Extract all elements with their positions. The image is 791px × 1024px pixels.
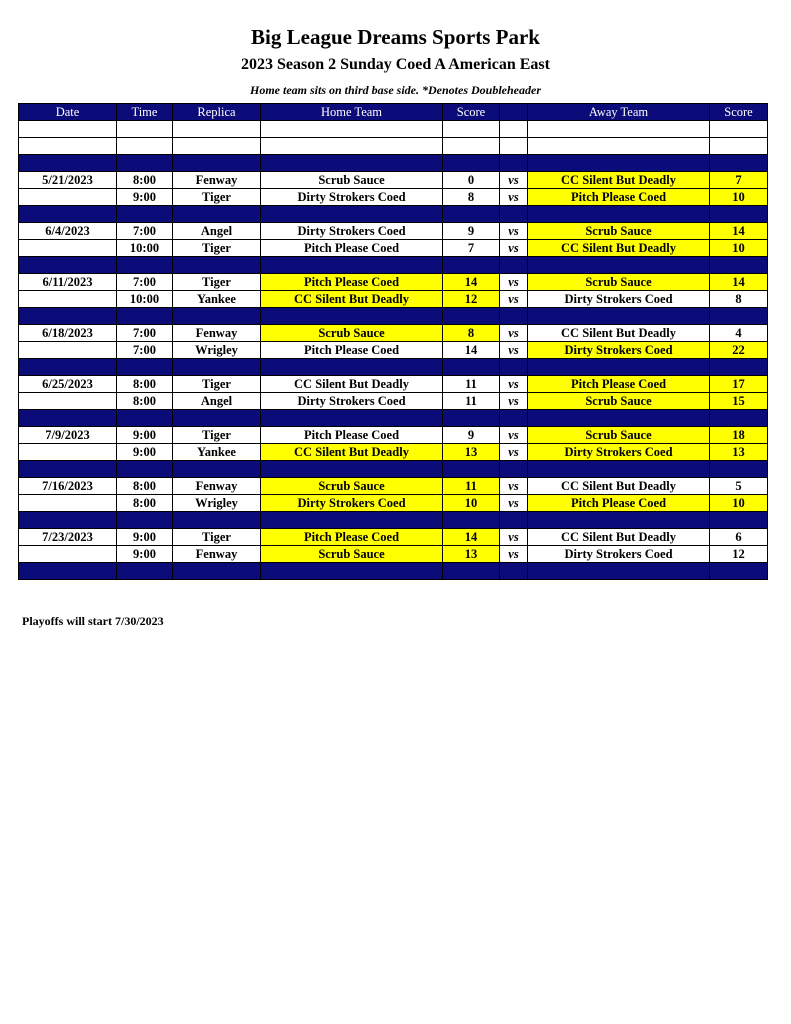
away-team: CC Silent But Deadly bbox=[528, 172, 710, 189]
away-score: 10 bbox=[710, 495, 768, 512]
away-team: Dirty Strokers Coed bbox=[528, 444, 710, 461]
game-field: Tiger bbox=[173, 274, 261, 291]
away-team: Dirty Strokers Coed bbox=[528, 291, 710, 308]
game-date-blank bbox=[19, 444, 117, 461]
home-score: 14 bbox=[443, 342, 500, 359]
away-score: 10 bbox=[710, 240, 768, 257]
vs-label: vs bbox=[500, 223, 528, 240]
away-team: Pitch Please Coed bbox=[528, 376, 710, 393]
home-team: Scrub Sauce bbox=[261, 478, 443, 495]
game-time: 8:00 bbox=[117, 495, 173, 512]
empty-row bbox=[19, 138, 768, 155]
vs-label: vs bbox=[500, 274, 528, 291]
col-time: Time bbox=[117, 104, 173, 121]
home-team: Dirty Strokers Coed bbox=[261, 189, 443, 206]
game-time: 9:00 bbox=[117, 427, 173, 444]
vs-label: vs bbox=[500, 376, 528, 393]
game-row bbox=[19, 342, 768, 359]
away-team: Scrub Sauce bbox=[528, 393, 710, 410]
game-time: 10:00 bbox=[117, 291, 173, 308]
vs-label: vs bbox=[500, 325, 528, 342]
vs-label: vs bbox=[500, 529, 528, 546]
page-subtitle: 2023 Season 2 Sunday Coed A American East bbox=[241, 56, 550, 73]
header-row bbox=[19, 104, 768, 121]
vs-label: vs bbox=[500, 291, 528, 308]
away-team: CC Silent But Deadly bbox=[528, 325, 710, 342]
col-away-score: Score bbox=[710, 104, 768, 121]
home-team: Pitch Please Coed bbox=[261, 427, 443, 444]
home-team: Scrub Sauce bbox=[261, 546, 443, 563]
game-time: 9:00 bbox=[117, 529, 173, 546]
game-field: Fenway bbox=[173, 478, 261, 495]
separator-band bbox=[19, 206, 768, 223]
game-field: Fenway bbox=[173, 546, 261, 563]
away-score: 5 bbox=[710, 478, 768, 495]
vs-label: vs bbox=[500, 444, 528, 461]
home-team: Dirty Strokers Coed bbox=[261, 495, 443, 512]
vs-label: vs bbox=[500, 172, 528, 189]
away-team: CC Silent But Deadly bbox=[528, 478, 710, 495]
vs-label: vs bbox=[500, 427, 528, 444]
game-row bbox=[19, 325, 768, 342]
game-field: Tiger bbox=[173, 427, 261, 444]
home-score: 11 bbox=[443, 478, 500, 495]
game-time: 7:00 bbox=[117, 342, 173, 359]
home-team: Pitch Please Coed bbox=[261, 529, 443, 546]
home-score: 7 bbox=[443, 240, 500, 257]
col-away-team: Away Team bbox=[528, 104, 710, 121]
separator-band bbox=[19, 359, 768, 376]
separator-band bbox=[19, 461, 768, 478]
schedule-body bbox=[19, 121, 768, 580]
vs-label: vs bbox=[500, 393, 528, 410]
game-date: 6/4/2023 bbox=[19, 223, 117, 240]
away-team: CC Silent But Deadly bbox=[528, 240, 710, 257]
home-team: Dirty Strokers Coed bbox=[261, 223, 443, 240]
game-field: Angel bbox=[173, 223, 261, 240]
game-field: Tiger bbox=[173, 240, 261, 257]
game-row bbox=[19, 223, 768, 240]
away-score: 14 bbox=[710, 223, 768, 240]
game-row bbox=[19, 274, 768, 291]
game-date: 5/21/2023 bbox=[19, 172, 117, 189]
vs-label: vs bbox=[500, 495, 528, 512]
game-date: 7/9/2023 bbox=[19, 427, 117, 444]
game-field: Tiger bbox=[173, 529, 261, 546]
game-date-blank bbox=[19, 495, 117, 512]
col-vs bbox=[500, 104, 528, 121]
game-field: Angel bbox=[173, 393, 261, 410]
separator-band bbox=[19, 512, 768, 529]
playoffs-note: Playoffs will start 7/30/2023 bbox=[22, 614, 164, 628]
home-score: 0 bbox=[443, 172, 500, 189]
home-team: CC Silent But Deadly bbox=[261, 376, 443, 393]
game-field: Wrigley bbox=[173, 342, 261, 359]
away-score: 14 bbox=[710, 274, 768, 291]
away-team: Pitch Please Coed bbox=[528, 189, 710, 206]
away-team: Dirty Strokers Coed bbox=[528, 342, 710, 359]
game-date-blank bbox=[19, 291, 117, 308]
empty-row bbox=[19, 121, 768, 138]
home-team: CC Silent But Deadly bbox=[261, 291, 443, 308]
away-score: 18 bbox=[710, 427, 768, 444]
vs-label: vs bbox=[500, 546, 528, 563]
home-team-note: Home team sits on third base side. *Denotes Doubleheader bbox=[250, 83, 541, 97]
home-team: Scrub Sauce bbox=[261, 172, 443, 189]
away-score: 13 bbox=[710, 444, 768, 461]
home-team: Dirty Strokers Coed bbox=[261, 393, 443, 410]
away-score: 10 bbox=[710, 189, 768, 206]
home-score: 14 bbox=[443, 274, 500, 291]
away-team: Scrub Sauce bbox=[528, 427, 710, 444]
game-row bbox=[19, 172, 768, 189]
home-score: 12 bbox=[443, 291, 500, 308]
home-score: 13 bbox=[443, 546, 500, 563]
game-date-blank bbox=[19, 342, 117, 359]
away-score: 15 bbox=[710, 393, 768, 410]
schedule-table bbox=[18, 103, 768, 580]
game-time: 9:00 bbox=[117, 189, 173, 206]
vs-label: vs bbox=[500, 478, 528, 495]
separator-band bbox=[19, 563, 768, 580]
separator-band bbox=[19, 155, 768, 172]
game-row bbox=[19, 495, 768, 512]
home-score: 8 bbox=[443, 189, 500, 206]
separator-band bbox=[19, 257, 768, 274]
away-team: Dirty Strokers Coed bbox=[528, 546, 710, 563]
home-team: Pitch Please Coed bbox=[261, 274, 443, 291]
home-score: 14 bbox=[443, 529, 500, 546]
away-team: Pitch Please Coed bbox=[528, 495, 710, 512]
home-score: 8 bbox=[443, 325, 500, 342]
game-field: Tiger bbox=[173, 376, 261, 393]
away-score: 17 bbox=[710, 376, 768, 393]
col-date: Date bbox=[19, 104, 117, 121]
game-time: 7:00 bbox=[117, 274, 173, 291]
game-field: Yankee bbox=[173, 444, 261, 461]
away-team: Scrub Sauce bbox=[528, 274, 710, 291]
game-date: 7/16/2023 bbox=[19, 478, 117, 495]
game-time: 8:00 bbox=[117, 172, 173, 189]
game-date: 6/11/2023 bbox=[19, 274, 117, 291]
separator-band bbox=[19, 308, 768, 325]
game-field: Wrigley bbox=[173, 495, 261, 512]
game-field: Yankee bbox=[173, 291, 261, 308]
home-team: Pitch Please Coed bbox=[261, 342, 443, 359]
game-date-blank bbox=[19, 393, 117, 410]
game-row bbox=[19, 478, 768, 495]
home-score: 9 bbox=[443, 427, 500, 444]
game-row bbox=[19, 240, 768, 257]
away-score: 22 bbox=[710, 342, 768, 359]
game-row bbox=[19, 189, 768, 206]
game-field: Fenway bbox=[173, 325, 261, 342]
home-team: Scrub Sauce bbox=[261, 325, 443, 342]
away-score: 7 bbox=[710, 172, 768, 189]
vs-label: vs bbox=[500, 240, 528, 257]
game-time: 9:00 bbox=[117, 546, 173, 563]
col-replica: Replica bbox=[173, 104, 261, 121]
game-date: 6/25/2023 bbox=[19, 376, 117, 393]
game-time: 7:00 bbox=[117, 325, 173, 342]
game-time: 9:00 bbox=[117, 444, 173, 461]
game-date: 7/23/2023 bbox=[19, 529, 117, 546]
away-score: 8 bbox=[710, 291, 768, 308]
game-row bbox=[19, 529, 768, 546]
away-team: Scrub Sauce bbox=[528, 223, 710, 240]
game-row bbox=[19, 546, 768, 563]
game-row bbox=[19, 376, 768, 393]
away-score: 12 bbox=[710, 546, 768, 563]
col-home-team: Home Team bbox=[261, 104, 443, 121]
away-score: 4 bbox=[710, 325, 768, 342]
game-time: 8:00 bbox=[117, 393, 173, 410]
game-date-blank bbox=[19, 240, 117, 257]
game-field: Fenway bbox=[173, 172, 261, 189]
separator-band bbox=[19, 410, 768, 427]
vs-label: vs bbox=[500, 189, 528, 206]
home-team: Pitch Please Coed bbox=[261, 240, 443, 257]
col-home-score: Score bbox=[443, 104, 500, 121]
home-score: 10 bbox=[443, 495, 500, 512]
game-row bbox=[19, 393, 768, 410]
away-team: CC Silent But Deadly bbox=[528, 529, 710, 546]
game-date-blank bbox=[19, 189, 117, 206]
game-row bbox=[19, 427, 768, 444]
game-time: 8:00 bbox=[117, 376, 173, 393]
game-row bbox=[19, 291, 768, 308]
home-score: 11 bbox=[443, 376, 500, 393]
game-time: 7:00 bbox=[117, 223, 173, 240]
home-score: 9 bbox=[443, 223, 500, 240]
game-date: 6/18/2023 bbox=[19, 325, 117, 342]
away-score: 6 bbox=[710, 529, 768, 546]
game-time: 10:00 bbox=[117, 240, 173, 257]
home-score: 11 bbox=[443, 393, 500, 410]
game-date-blank bbox=[19, 546, 117, 563]
home-team: CC Silent But Deadly bbox=[261, 444, 443, 461]
game-time: 8:00 bbox=[117, 478, 173, 495]
game-field: Tiger bbox=[173, 189, 261, 206]
home-score: 13 bbox=[443, 444, 500, 461]
page-title: Big League Dreams Sports Park bbox=[251, 25, 540, 49]
game-row bbox=[19, 444, 768, 461]
vs-label: vs bbox=[500, 342, 528, 359]
